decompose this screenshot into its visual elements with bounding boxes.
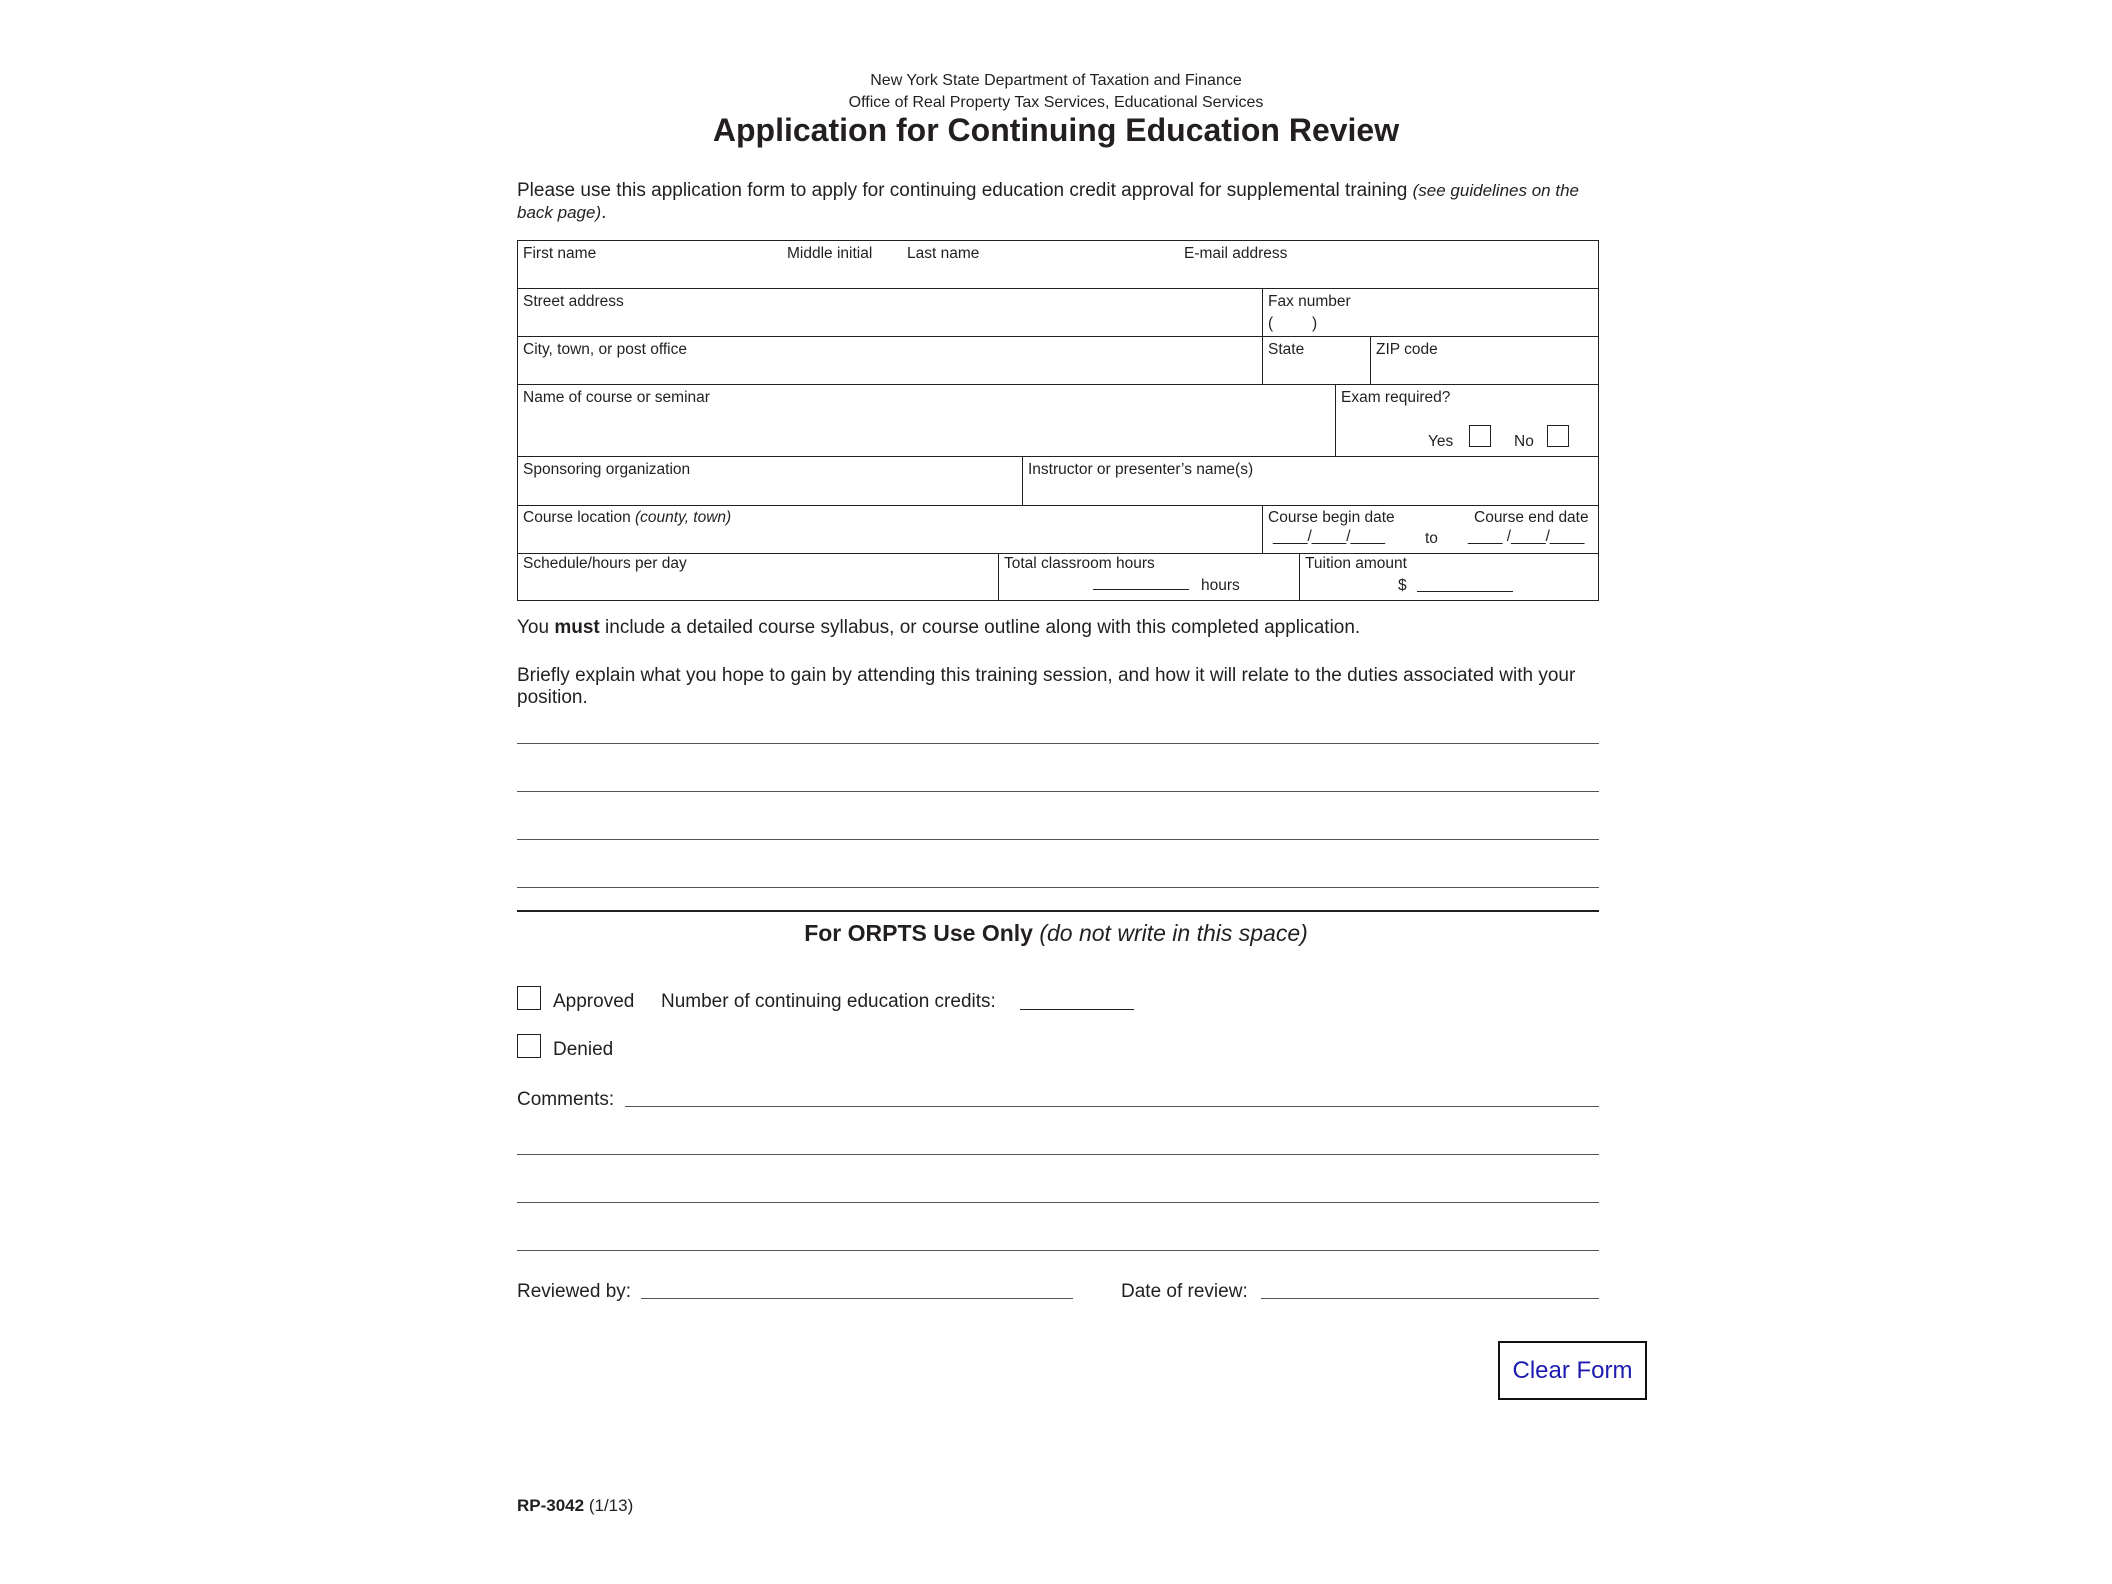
city-label: City, town, or post office [523, 341, 687, 358]
column-divider [1022, 456, 1023, 505]
explain-line-1[interactable] [517, 743, 1599, 744]
exam-yes-label: Yes [1428, 433, 1454, 450]
exam-no-label: No [1514, 433, 1534, 450]
hours-unit-label: hours [1201, 577, 1240, 594]
exam-yes-checkbox[interactable] [1469, 425, 1491, 447]
schedule-label: Schedule/hours per day [523, 555, 687, 572]
explain-line-2[interactable] [517, 791, 1599, 792]
must-emphasis: must [554, 617, 600, 638]
tuition-amount-blank[interactable] [1417, 591, 1513, 592]
end-date-label: Course end date [1474, 509, 1589, 526]
course-location-italic: (county, town) [635, 509, 732, 526]
denied-label: Denied [553, 1039, 614, 1060]
orpts-heading [0, 920, 2112, 947]
row-divider [517, 384, 1599, 385]
column-divider [1335, 384, 1336, 456]
credits-blank[interactable] [1020, 1009, 1134, 1010]
agency-name: New York State Department of Taxation and Finance [870, 72, 1242, 89]
row-divider [517, 336, 1599, 337]
first-name-label: First name [523, 245, 597, 262]
orpts-heading-italic: (do not write in this space) [1039, 920, 1308, 946]
fax-area-code-close: ) [1312, 315, 1318, 332]
explain-line-4[interactable] [517, 887, 1599, 888]
dollar-sign: $ [1398, 577, 1407, 594]
syllabus-instruction [517, 617, 1360, 639]
total-hours-blank[interactable] [1093, 589, 1189, 590]
comments-line-3[interactable] [517, 1202, 1599, 1203]
orpts-heading-bold: For ORPTS Use Only [804, 920, 1033, 946]
explain-prompt: Briefly explain what you hope to gain by attending this training session, and how it will relate to the duties associated with your position. [517, 665, 1576, 708]
approved-checkbox[interactable] [517, 986, 541, 1010]
intro-end: . [601, 202, 607, 223]
fax-number-label: Fax number [1268, 293, 1351, 310]
office-name: Office of Real Property Tax Services, Educational Services [848, 94, 1264, 111]
date-range-to: to [1425, 530, 1438, 547]
must-post: include a detailed course syllabus, or course outline along with this completed application. [605, 617, 1361, 638]
column-divider [1299, 553, 1300, 601]
credits-label: Number of continuing education credits: [661, 991, 996, 1012]
comments-line-2[interactable] [517, 1154, 1599, 1155]
column-divider [1370, 336, 1371, 384]
zip-code-label: ZIP code [1376, 341, 1438, 358]
approved-label: Approved [553, 991, 635, 1012]
sponsor-label: Sponsoring organization [523, 461, 691, 478]
fax-area-code-open: ( [1268, 315, 1274, 332]
begin-date-blank[interactable]: ____/____/____ [1273, 528, 1386, 545]
exam-required-label: Exam required? [1341, 389, 1451, 406]
begin-date-label: Course begin date [1268, 509, 1395, 526]
total-hours-label: Total classroom hours [1004, 555, 1155, 572]
last-name-label: Last name [907, 245, 980, 262]
intro-text: Please use this application form to apply for continuing education credit approval for supplemental training [517, 180, 1408, 201]
form-number [517, 1496, 633, 1516]
column-divider [1262, 505, 1263, 553]
comments-line-4[interactable] [517, 1250, 1599, 1251]
intro-paragraph [517, 180, 1597, 224]
form-revision: (1/13) [588, 1496, 634, 1515]
comments-line-1[interactable] [625, 1106, 1599, 1107]
row-divider [517, 505, 1599, 506]
middle-initial-label: Middle initial [787, 245, 873, 262]
row-divider [517, 456, 1599, 457]
explain-line-3[interactable] [517, 839, 1599, 840]
end-date-blank[interactable]: ____ /____/____ [1468, 528, 1585, 545]
state-label: State [1268, 341, 1305, 358]
tuition-label: Tuition amount [1305, 555, 1407, 572]
form-number-id: RP-3042 [517, 1496, 585, 1515]
comments-label: Comments: [517, 1089, 615, 1110]
reviewed-by-label: Reviewed by: [517, 1281, 632, 1302]
instructor-label: Instructor or presenter’s name(s) [1028, 461, 1254, 478]
date-of-review-line[interactable] [1261, 1298, 1599, 1299]
denied-checkbox[interactable] [517, 1034, 541, 1058]
date-of-review-label: Date of review: [1121, 1281, 1248, 1302]
row-divider [517, 288, 1599, 289]
reviewed-by-line[interactable] [641, 1298, 1073, 1299]
intro-italic: (see guidelines on the back page) [517, 181, 1579, 222]
form-title: Application for Continuing Education Review [712, 112, 1400, 148]
must-pre: You [517, 617, 550, 638]
email-label: E-mail address [1184, 245, 1288, 262]
exam-no-checkbox[interactable] [1547, 425, 1569, 447]
course-location-text: Course location [523, 509, 631, 526]
street-address-label: Street address [523, 293, 624, 310]
column-divider [998, 553, 999, 601]
column-divider [1262, 288, 1263, 384]
course-location-label [523, 509, 731, 527]
row-divider [517, 553, 1599, 554]
clear-form-button[interactable]: Clear Form [1498, 1341, 1647, 1400]
section-divider [517, 910, 1599, 912]
course-name-label: Name of course or seminar [523, 389, 710, 406]
